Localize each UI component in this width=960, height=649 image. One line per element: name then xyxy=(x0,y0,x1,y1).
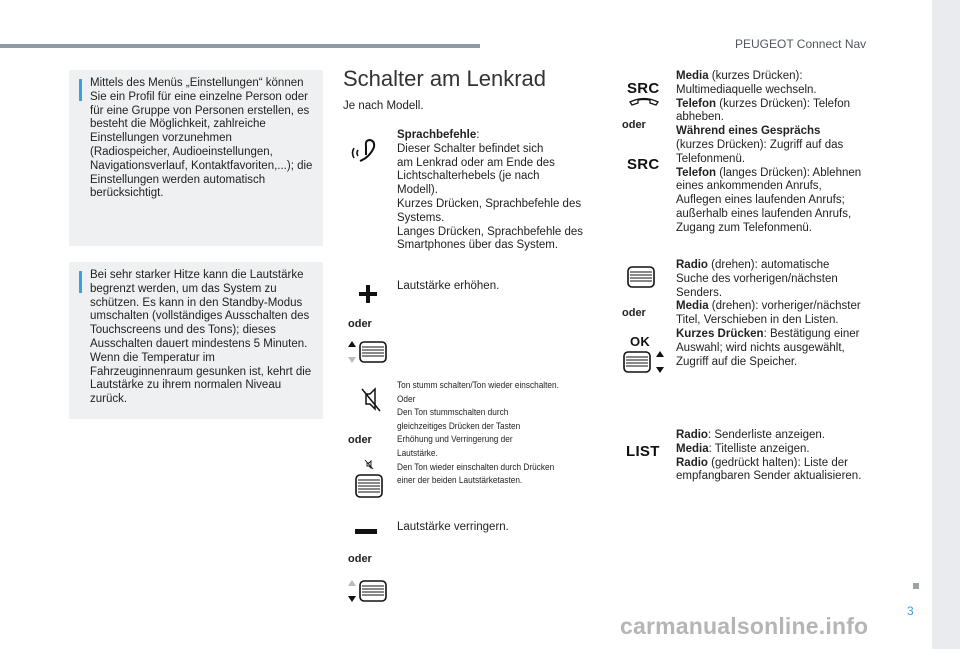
ok-button-label: OK xyxy=(630,334,651,349)
oder-label: oder xyxy=(622,307,646,319)
phone-handset-icon xyxy=(628,95,660,107)
volume-up-text: Lautstärke erhöhen. xyxy=(397,280,500,292)
voice-command-text: Sprachbefehle: Dieser Schalter befindet sich am Lenkrad oder am Ende des Lichtschalterhebels (je nach Modell). Kurzes Drücken, Sprachbefehle des Systems. Langes Drücken, Sprachbefehle des Smartphones über das System. xyxy=(397,129,584,252)
radio-description: Radio (drehen): automatische Suche des vorherigen/nächsten Senders. Media (drehen): vorheriger/nächster Titel, Verschieben in den Listen. Kurzes Drücken: Bestätigung einer Auswahl; wird nichts ausgewählt, Zugriff auf die Speicher. xyxy=(676,259,861,368)
scroll-wheel-down-icon xyxy=(346,578,388,604)
section-title: Schalter am Lenkrad xyxy=(343,66,546,91)
note-text: Mittels des Menüs „Einstellungen“ können Sie ein Profil für eine einzelne Person oder für eine Gruppe von Personen erstellen, es besteht die Möglichkeit, zahlreiche Einstellungen vorzunehmen (Radiospeicher, Audioeinstellungen, Navigationsverlauf, Kontaktfavoriten,...); die Einstellungen werden automatisch berücksichtigt. xyxy=(90,77,313,200)
src-button-label-alt: SRC xyxy=(627,156,660,173)
scroll-wheel-icon xyxy=(626,265,656,289)
watermark: carmanualsonline.info xyxy=(620,613,869,639)
oder-label: oder xyxy=(348,553,372,565)
plus-icon xyxy=(358,284,378,304)
volume-down-text: Lautstärke verringern. xyxy=(397,521,509,533)
scroll-wheel-ok-icon xyxy=(622,349,666,375)
page-edge-strip xyxy=(932,0,960,649)
list-description: Radio: Senderliste anzeigen. Media: Titelliste anzeigen. Radio (gedrückt halten): Liste der empfangbaren Sender aktualisieren. xyxy=(676,429,862,483)
note-marker xyxy=(79,271,82,293)
minus-icon xyxy=(355,527,377,535)
voice-label: Sprachbefehle xyxy=(397,129,477,141)
mute-icon xyxy=(360,385,382,413)
section-subtitle: Je nach Modell. xyxy=(343,100,424,112)
oder-label: oder xyxy=(348,434,372,446)
scroll-wheel-up-icon xyxy=(346,339,388,365)
voice-command-icon xyxy=(348,135,384,167)
note-marker xyxy=(79,79,82,101)
list-button-label: LIST xyxy=(626,443,660,460)
src-button-label: SRC xyxy=(627,80,660,97)
page-number: 3 xyxy=(907,604,914,618)
brand-title: PEUGEOT Connect Nav xyxy=(735,37,867,51)
continue-marker xyxy=(913,583,919,589)
oder-label: oder xyxy=(348,318,372,330)
info-note-heat xyxy=(69,262,323,419)
info-note-settings xyxy=(69,70,323,246)
header-rule xyxy=(0,44,480,48)
note-text: Bei sehr starker Hitze kann die Lautstärke begrenzt werden, um das System zu schützen. Es kann in den Standby-Modus umschalten (vollständiges Ausschalten des Touchscreens und des Tons); dieses Ausschalten dauert mindestens 5 Minuten. Wenn die Temperatur im Fahrzeuginnenraum gesunken ist, kehrt die Lautstärke zu ihrem normalen Niveau zurück. xyxy=(90,269,312,406)
mute-text: Ton stumm schalten/Ton wieder einschalten. Oder Den Ton stummschalten durch gleichzeitiges Drücken der Tasten Erhöhung und Verringerung der Lautstärke. Den Ton wieder einschalten durch Drücken einer der beiden Lautstärketasten. xyxy=(397,380,559,487)
oder-label: oder xyxy=(622,119,646,131)
src-description: Media (kurzes Drücken): Multimediaquelle wechseln. Telefon (kurzes Drücken): Telefon abheben. Während eines Gesprächs (kurzes Drücken): Zugriff auf das Telefonmenü. Telefon (langes Drücken): Ablehnen eines ankommenden Anrufs, Auflegen eines laufenden Anrufs; außerhalb eines laufenden Anrufs, Zugang zum Telefonmenü. xyxy=(676,70,862,234)
scroll-wheel-mute-icon xyxy=(351,459,387,499)
